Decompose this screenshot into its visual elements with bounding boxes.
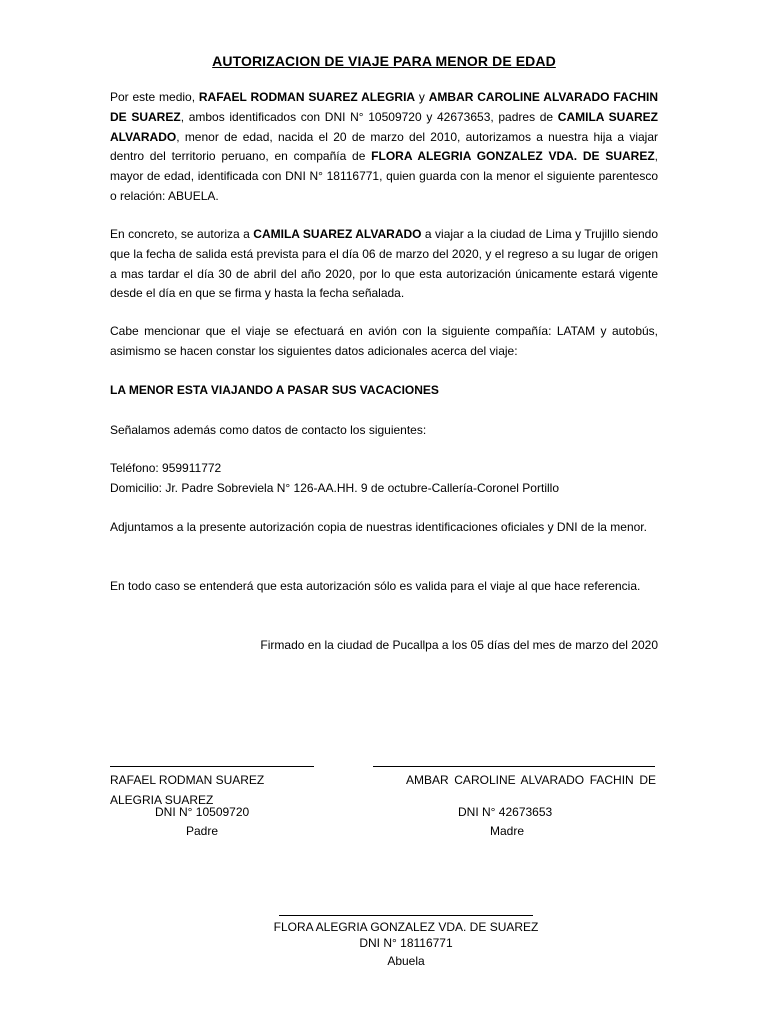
grandmother-signature-dni: DNI N° 18116771 [359, 936, 453, 950]
paragraph-authorization-parties [110, 88, 658, 207]
contact-block [110, 459, 658, 499]
paragraph-contact-intro: Señalamos además como datos de contacto los siguientes: [110, 423, 427, 437]
contact-phone: Teléfono: 959911772 [110, 461, 222, 475]
grandmother-signature-role: Abuela [387, 954, 425, 968]
mother-name-bold: AMBAR CAROLINE ALVARADO FACHIN DE SUAREZ [110, 90, 659, 124]
companion-name-bold: FLORA ALEGRIA GONZALEZ VDA. DE SUAREZ [371, 149, 655, 164]
mother-signature-name: AMBAR CAROLINE ALVARADO FACHIN DE [406, 773, 656, 787]
father-signature-role: Padre [186, 824, 219, 838]
grandmother-signature-line [279, 915, 533, 916]
paragraph-attachments: Adjuntamos a la presente autorización copia de nuestras identificaciones oficiales y DNI de la menor. [110, 520, 647, 534]
paragraph-transport: Cabe mencionar que el viaje se efectuará en avión con la siguiente compañía: LATAM y autobús, asimismo se hacen constar los siguientes datos adicionales acerca del viaje: [110, 324, 658, 358]
text-segment: En concreto, se autoriza a [110, 227, 254, 241]
father-name-bold: RAFAEL RODMAN SUAREZ ALEGRIA [198, 90, 416, 104]
father-signature-name: RAFAEL RODMAN SUAREZ ALEGRIA SUAREZ [110, 773, 265, 807]
document-title: AUTORIZACION DE VIAJE PARA MENOR DE EDAD [212, 53, 556, 69]
minor-name-bold: CAMILA SUAREZ ALVARADO [110, 109, 659, 144]
father-signature-dni: DNI N° 10509720 [155, 805, 250, 819]
text-segment: , mayor de edad, identificada con DNI N° 18116771, quien guarda con la menor el siguiente parentesco o relación: ABUELA. [110, 149, 658, 203]
mother-signature-line [373, 766, 655, 767]
text-segment: y [415, 90, 429, 104]
text-segment: , menor de edad, nacida el 20 de marzo del 2010, autorizamos a nuestra hija a viajar dentro del territorio peruano, en compañía de [110, 129, 658, 164]
mother-signature-dni: DNI N° 42673653 [458, 805, 553, 819]
paragraph-validity: En todo caso se entenderá que esta autorización sólo es valida para el viaje al que hace referencia. [110, 579, 641, 593]
paragraph-travel-details [110, 225, 658, 304]
mother-signature-role: Madre [490, 824, 525, 838]
paragraph-travel-purpose: LA MENOR ESTA VIAJANDO A PASAR SUS VACACIONES [110, 383, 439, 397]
grandmother-signature-name: FLORA ALEGRIA GONZALEZ VDA. DE SUAREZ [273, 920, 539, 934]
text-segment: , ambos identificados con DNI N° 10509720 y 42673653, padres de [180, 109, 558, 124]
minor-name-bold: CAMILA SUAREZ ALVARADO [253, 227, 422, 241]
father-signature-line [110, 766, 314, 767]
text-segment: Por este medio, [110, 90, 199, 104]
contact-address: Domicilio: Jr. Padre Sobreviela N° 126-AA.HH. 9 de octubre-Callería-Coronel Portillo [110, 480, 559, 495]
text-segment: a viajar a la ciudad de Lima y Trujillo siendo que la fecha de salida está prevista para el día 06 de marzo del 2020, y el regreso a su lugar de origen a mas tardar el día 30 de abril del año 2020, por lo que esta autorización únicamente estará vigente desde el día en que se firma y hasta la fecha señalada. [110, 227, 658, 301]
signing-place-date: Firmado en la ciudad de Pucallpa a los 05 días del mes de marzo del 2020 [260, 638, 658, 652]
